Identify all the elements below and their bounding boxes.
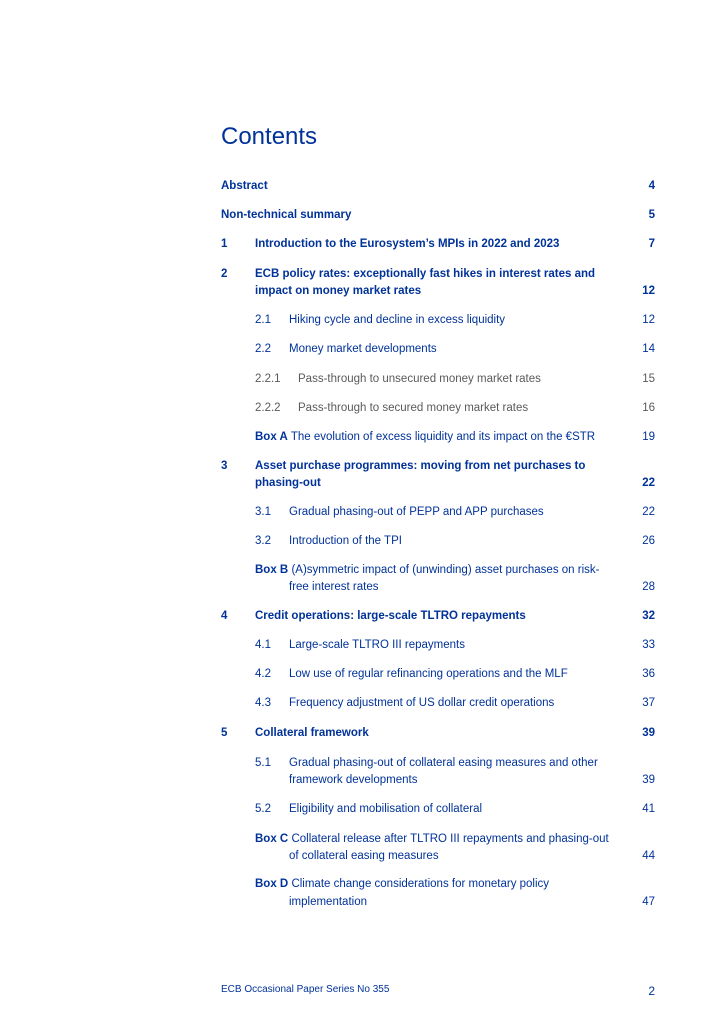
toc-entry-label: Frequency adjustment of US dollar credit operations <box>289 697 555 709</box>
toc-entry-label: (A)symmetric impact of (unwinding) asset purchases on risk- <box>291 564 600 576</box>
toc-section-number: 2.2.1 <box>255 373 281 385</box>
toc-page-number: 7 <box>648 238 655 250</box>
toc-section-number: 3 <box>221 460 228 472</box>
toc-entry-label: The evolution of excess liquidity and its impact on the €STR <box>290 431 596 443</box>
toc-section-number: 2.2.2 <box>255 402 281 414</box>
toc-page-number: 14 <box>642 343 655 355</box>
toc-entry-label: Eligibility and mobilisation of collateral <box>289 803 483 815</box>
toc-section-number: 1 <box>221 238 228 250</box>
toc-entry-label: Money market developments <box>289 343 437 355</box>
toc-box-label: Box A <box>255 431 288 443</box>
toc-entry-label: Hiking cycle and decline in excess liquidity <box>289 314 506 326</box>
toc-entry-label: Gradual phasing-out of collateral easing measures and other <box>289 757 598 769</box>
toc-entry-label-continued: free interest rates <box>289 581 379 593</box>
toc-page-number: 36 <box>642 668 655 680</box>
footer-series-title: ECB Occasional Paper Series No 355 <box>221 984 390 995</box>
toc-section-number: 3.2 <box>255 535 271 547</box>
toc-section-number: 5 <box>221 727 228 739</box>
toc-entry-label: Low use of regular refinancing operations and the MLF <box>289 668 568 680</box>
toc-page-number: 12 <box>642 285 655 297</box>
toc-section-number: 4.3 <box>255 697 271 709</box>
toc-page-number: 32 <box>642 610 655 622</box>
toc-page-number: 22 <box>642 506 655 518</box>
toc-page-number: 44 <box>642 850 655 862</box>
toc-entry-label: Introduction to the Eurosystem’s MPIs in 2022 and 2023 <box>255 238 560 250</box>
toc-page-number: 16 <box>642 402 655 414</box>
toc-entry-label-continued: framework developments <box>289 774 418 786</box>
toc-section-number: 2.1 <box>255 314 271 326</box>
page-title: Contents <box>221 123 318 150</box>
toc-page-number: 12 <box>642 314 655 326</box>
toc-section-number: 5.2 <box>255 803 271 815</box>
toc-page-number: 39 <box>642 727 655 739</box>
toc-page-number: 15 <box>642 373 655 385</box>
toc-box-label: Box D <box>255 878 289 890</box>
toc-entry-label: Large-scale TLTRO III repayments <box>289 639 465 651</box>
toc-section-number: 3.1 <box>255 506 271 518</box>
toc-entry-label: Climate change considerations for monetary policy <box>291 878 550 890</box>
toc-page-number: 33 <box>642 639 655 651</box>
toc-entry-label: Credit operations: large-scale TLTRO repayments <box>255 610 526 622</box>
toc-page-number: 26 <box>642 535 655 547</box>
toc-entry-label: Introduction of the TPI <box>289 535 402 547</box>
toc-section-number: 5.1 <box>255 757 271 769</box>
toc-page-number: 4 <box>648 180 655 192</box>
toc-entry-label: Collateral release after TLTRO III repayments and phasing-out <box>291 833 609 845</box>
toc-entry-label-continued: impact on money market rates <box>255 285 422 297</box>
toc-entry-label-continued: implementation <box>289 896 367 908</box>
toc-page-number: 39 <box>642 774 655 786</box>
toc-entry-label: Pass-through to unsecured money market rates <box>298 373 541 385</box>
toc-page-number: 5 <box>648 209 655 221</box>
toc-section-number: 4.2 <box>255 668 271 680</box>
toc-section-number: 2 <box>221 268 228 280</box>
toc-entry-label: Collateral framework <box>255 727 369 739</box>
toc-page-number: 41 <box>642 803 655 815</box>
toc-section-number: 2.2 <box>255 343 271 355</box>
toc-section-number: 4.1 <box>255 639 271 651</box>
toc-entry-label: Abstract <box>221 180 268 192</box>
toc-entry-label-continued: phasing-out <box>255 477 321 489</box>
footer-page-number: 2 <box>648 984 655 998</box>
toc-section-number: 4 <box>221 610 228 622</box>
toc-page-number: 47 <box>642 896 655 908</box>
toc-page-number: 22 <box>642 477 655 489</box>
toc-entry-label-continued: of collateral easing measures <box>289 850 439 862</box>
toc-entry-label: Gradual phasing-out of PEPP and APP purchases <box>289 506 544 518</box>
toc-entry-label: ECB policy rates: exceptionally fast hikes in interest rates and <box>255 268 596 280</box>
toc-page-number: 37 <box>642 697 655 709</box>
toc-entry-label: Asset purchase programmes: moving from net purchases to <box>255 460 586 472</box>
toc-entry-label: Pass-through to secured money market rates <box>298 402 529 414</box>
toc-box-label: Box B <box>255 564 289 576</box>
toc-page-number: 28 <box>642 581 655 593</box>
toc-entry-label: Non-technical summary <box>221 209 352 221</box>
toc-box-label: Box C <box>255 833 289 845</box>
toc-page-number: 19 <box>642 431 655 443</box>
